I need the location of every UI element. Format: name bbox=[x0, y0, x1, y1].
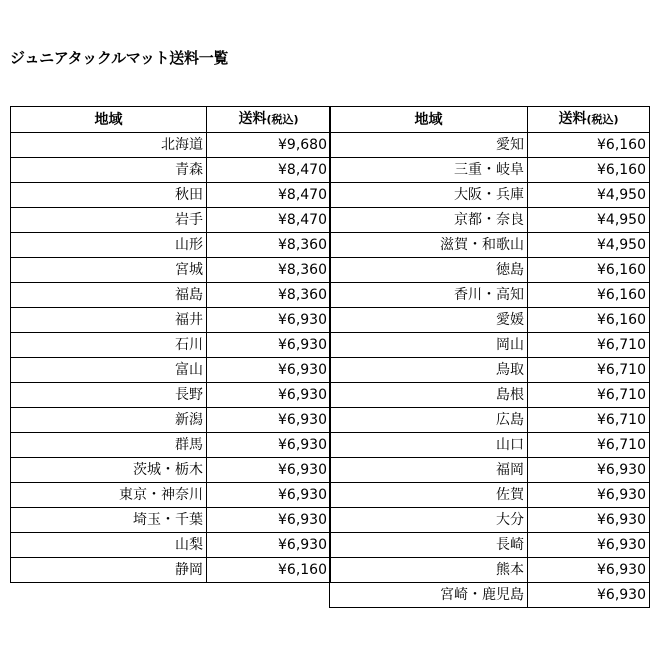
fee-cell: ¥6,930 bbox=[528, 458, 650, 483]
region-cell: 北海道 bbox=[11, 133, 207, 158]
fee-cell: ¥4,950 bbox=[528, 183, 650, 208]
region-cell: 徳島 bbox=[330, 258, 528, 283]
table-row bbox=[330, 333, 650, 358]
region-cell: 京都・奈良 bbox=[330, 208, 528, 233]
region-column-header: 地域 bbox=[11, 107, 207, 133]
table-row bbox=[11, 258, 331, 283]
table-row bbox=[330, 408, 650, 433]
table-row bbox=[11, 358, 331, 383]
fee-header-note: (税込) bbox=[586, 113, 619, 126]
region-cell: 東京・神奈川 bbox=[11, 483, 207, 508]
fee-cell: ¥6,710 bbox=[528, 408, 650, 433]
table-row bbox=[330, 583, 650, 608]
table-row bbox=[330, 283, 650, 308]
region-cell: 青森 bbox=[11, 158, 207, 183]
fee-cell: ¥6,930 bbox=[528, 558, 650, 583]
table-header-row bbox=[11, 107, 331, 133]
region-cell: 福井 bbox=[11, 308, 207, 333]
region-cell: 埼玉・千葉 bbox=[11, 508, 207, 533]
region-cell: 愛知 bbox=[330, 133, 528, 158]
table-row bbox=[11, 333, 331, 358]
region-cell: 福島 bbox=[11, 283, 207, 308]
region-cell: 滋賀・和歌山 bbox=[330, 233, 528, 258]
region-cell: 富山 bbox=[11, 358, 207, 383]
fee-header-label: 送料 bbox=[238, 111, 267, 127]
fee-cell: ¥6,160 bbox=[528, 158, 650, 183]
region-cell: 山梨 bbox=[11, 533, 207, 558]
shipping-table-left bbox=[10, 106, 331, 583]
fee-cell: ¥6,930 bbox=[528, 533, 650, 558]
fee-cell: ¥6,160 bbox=[528, 258, 650, 283]
region-cell: 石川 bbox=[11, 333, 207, 358]
region-cell: 熊本 bbox=[330, 558, 528, 583]
table-row bbox=[330, 158, 650, 183]
table-row bbox=[11, 283, 331, 308]
fee-cell: ¥6,930 bbox=[207, 458, 331, 483]
table-row bbox=[11, 408, 331, 433]
table-row bbox=[330, 533, 650, 558]
table-row bbox=[330, 433, 650, 458]
fee-header-note: (税込) bbox=[266, 113, 299, 126]
fee-cell: ¥6,930 bbox=[528, 583, 650, 608]
region-cell: 広島 bbox=[330, 408, 528, 433]
fee-cell: ¥4,950 bbox=[528, 208, 650, 233]
region-cell: 三重・岐阜 bbox=[330, 158, 528, 183]
fee-cell: ¥8,470 bbox=[207, 183, 331, 208]
fee-cell: ¥6,930 bbox=[207, 383, 331, 408]
fee-cell: ¥6,930 bbox=[528, 483, 650, 508]
table-header-row bbox=[330, 107, 650, 133]
fee-cell: ¥6,160 bbox=[528, 308, 650, 333]
fee-cell: ¥6,710 bbox=[528, 433, 650, 458]
region-cell: 岡山 bbox=[330, 333, 528, 358]
region-cell: 秋田 bbox=[11, 183, 207, 208]
region-cell: 佐賀 bbox=[330, 483, 528, 508]
fee-cell: ¥4,950 bbox=[528, 233, 650, 258]
fee-column-header bbox=[528, 107, 650, 133]
fee-header-label: 送料 bbox=[558, 111, 587, 127]
fee-cell: ¥6,710 bbox=[528, 333, 650, 358]
fee-cell: ¥8,360 bbox=[207, 233, 331, 258]
region-cell: 福岡 bbox=[330, 458, 528, 483]
region-cell: 大分 bbox=[330, 508, 528, 533]
region-cell: 長崎 bbox=[330, 533, 528, 558]
region-cell: 香川・高知 bbox=[330, 283, 528, 308]
table-row bbox=[330, 258, 650, 283]
region-cell: 宮城 bbox=[11, 258, 207, 283]
table-row bbox=[11, 133, 331, 158]
fee-cell: ¥8,360 bbox=[207, 258, 331, 283]
table-row bbox=[330, 458, 650, 483]
table-row bbox=[330, 133, 650, 158]
fee-cell: ¥6,930 bbox=[207, 408, 331, 433]
table-row bbox=[330, 358, 650, 383]
fee-cell: ¥6,930 bbox=[207, 308, 331, 333]
region-cell: 山口 bbox=[330, 433, 528, 458]
shipping-table-right bbox=[329, 106, 650, 608]
table-row bbox=[330, 233, 650, 258]
region-cell: 長野 bbox=[11, 383, 207, 408]
region-cell: 岩手 bbox=[11, 208, 207, 233]
table-row bbox=[11, 383, 331, 408]
fee-cell: ¥6,930 bbox=[528, 508, 650, 533]
region-cell: 山形 bbox=[11, 233, 207, 258]
table-row bbox=[11, 508, 331, 533]
fee-cell: ¥6,930 bbox=[207, 433, 331, 458]
table-row bbox=[330, 308, 650, 333]
region-cell: 茨城・栃木 bbox=[11, 458, 207, 483]
fee-cell: ¥6,710 bbox=[528, 383, 650, 408]
table-row bbox=[11, 483, 331, 508]
table-row bbox=[330, 208, 650, 233]
table-row bbox=[11, 533, 331, 558]
table-row bbox=[330, 383, 650, 408]
table-row bbox=[330, 508, 650, 533]
region-cell: 宮崎・鹿児島 bbox=[330, 583, 528, 608]
table-row bbox=[11, 158, 331, 183]
fee-cell: ¥6,160 bbox=[528, 133, 650, 158]
region-cell: 愛媛 bbox=[330, 308, 528, 333]
fee-column-header bbox=[207, 107, 331, 133]
region-cell: 島根 bbox=[330, 383, 528, 408]
fee-cell: ¥6,930 bbox=[207, 533, 331, 558]
fee-cell: ¥6,160 bbox=[207, 558, 331, 583]
table-row bbox=[11, 208, 331, 233]
table-row bbox=[11, 558, 331, 583]
page-title: ジュニアタックルマット送料一覧 bbox=[10, 49, 229, 67]
table-row bbox=[330, 558, 650, 583]
table-row bbox=[330, 483, 650, 508]
fee-cell: ¥6,930 bbox=[207, 333, 331, 358]
fee-cell: ¥6,930 bbox=[207, 358, 331, 383]
fee-cell: ¥8,470 bbox=[207, 208, 331, 233]
table-row bbox=[11, 433, 331, 458]
fee-cell: ¥9,680 bbox=[207, 133, 331, 158]
fee-cell: ¥6,930 bbox=[207, 508, 331, 533]
fee-cell: ¥8,360 bbox=[207, 283, 331, 308]
region-column-header: 地域 bbox=[330, 107, 528, 133]
fee-cell: ¥6,710 bbox=[528, 358, 650, 383]
fee-cell: ¥8,470 bbox=[207, 158, 331, 183]
table-row bbox=[11, 308, 331, 333]
table-row bbox=[11, 183, 331, 208]
region-cell: 鳥取 bbox=[330, 358, 528, 383]
region-cell: 大阪・兵庫 bbox=[330, 183, 528, 208]
region-cell: 新潟 bbox=[11, 408, 207, 433]
table-row bbox=[330, 183, 650, 208]
table-row bbox=[11, 233, 331, 258]
region-cell: 群馬 bbox=[11, 433, 207, 458]
fee-cell: ¥6,160 bbox=[528, 283, 650, 308]
region-cell: 静岡 bbox=[11, 558, 207, 583]
table-row bbox=[11, 458, 331, 483]
fee-cell: ¥6,930 bbox=[207, 483, 331, 508]
